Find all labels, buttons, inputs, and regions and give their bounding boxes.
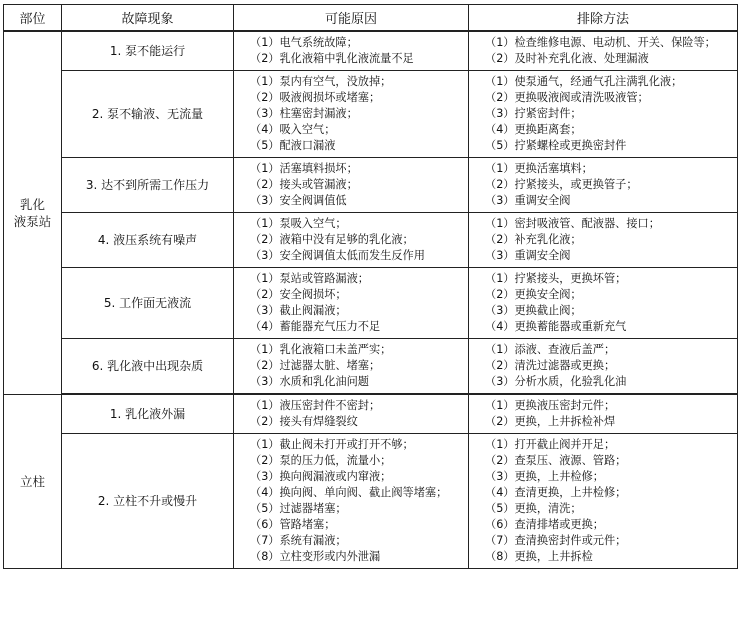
header-fault: 故障现象 (62, 5, 234, 32)
cause-cell (234, 394, 469, 434)
cause-cell (234, 31, 469, 71)
cause-item: （5）配液口漏液 (250, 139, 336, 152)
remedy-item: （1）添液、查液后盖严； (485, 343, 616, 356)
cause-item: （2）泵的压力低，流量小； (250, 454, 392, 467)
cause-cell (234, 158, 469, 213)
remedy-item: （7）查清换密封件或元件； (485, 534, 627, 547)
table-row (4, 158, 738, 213)
remedy-item: （2）更换，上井拆检补焊 (485, 415, 616, 428)
table-row (4, 31, 738, 71)
header-row (4, 5, 738, 32)
cause-item: （1）活塞填料损坏； (250, 162, 358, 175)
cause-cell (234, 268, 469, 339)
remedy-item: （1）拧紧接头，更换坏管； (485, 272, 627, 285)
remedy-item: （5）更换，清洗； (485, 502, 582, 515)
table-row (4, 434, 738, 569)
cause-item: （4）蓄能器充气压力不足 (250, 320, 381, 333)
table-row (4, 71, 738, 158)
fault-table-container (3, 4, 737, 569)
cause-cell (234, 71, 469, 158)
remedy-item: （2）更换吸液阀或清洗吸液管； (485, 91, 649, 104)
fault-cell: 4. 液压系统有噪声 (62, 213, 234, 268)
remedy-cell (469, 394, 738, 434)
remedy-item: （3）更换截止阀； (485, 304, 582, 317)
remedy-item: （2）补充乳化液； (485, 233, 582, 246)
remedy-item: （1）打开截止阀并开足； (485, 438, 616, 451)
remedy-item: （4）更换蓄能器或重新充气 (485, 320, 627, 333)
part-label-line: 液泵站 (13, 213, 52, 229)
remedy-item: （2）查泵压、液源、管路； (485, 454, 627, 467)
remedy-item: （1）密封吸液管、配液器、接口； (485, 217, 660, 230)
remedy-item: （2）及时补充乳化液、处理漏液 (485, 52, 649, 65)
remedy-cell (469, 268, 738, 339)
remedy-item: （5）拧紧螺栓或更换密封件 (485, 139, 627, 152)
table-body (4, 31, 738, 569)
cause-item: （1）电气系统故障； (250, 36, 358, 49)
cause-item: （1）乳化液箱口未盖严实； (250, 343, 392, 356)
cause-item: （3）水质和乳化油问题 (250, 375, 369, 388)
cause-item: （4）吸入空气； (250, 123, 336, 136)
remedy-cell (469, 71, 738, 158)
cause-cell (234, 434, 469, 569)
part-cell (4, 394, 62, 569)
table-row (4, 394, 738, 434)
cause-item: （5）过滤器堵塞； (250, 502, 347, 515)
cause-item: （3）换向阀漏液或内窜液； (250, 470, 392, 483)
cause-item: （2）乳化液箱中乳化液流量不足 (250, 52, 414, 65)
cause-item: （2）接头或管漏液； (250, 178, 358, 191)
fault-cell: 5. 工作面无液流 (62, 268, 234, 339)
header-remedy: 排除方法 (469, 5, 738, 32)
cause-item: （8）立柱变形或内外泄漏 (250, 550, 381, 563)
remedy-cell (469, 434, 738, 569)
remedy-cell (469, 31, 738, 71)
cause-item: （1）泵吸入空气； (250, 217, 347, 230)
remedy-item: （2）更换安全阀； (485, 288, 582, 301)
remedy-item: （3）更换，上井检修； (485, 470, 604, 483)
cause-item: （2）吸液阀损坏或堵塞； (250, 91, 381, 104)
remedy-cell (469, 213, 738, 268)
cause-item: （1）泵站或管路漏液； (250, 272, 369, 285)
cause-item: （3）安全阀调值太低而发生反作用 (250, 249, 425, 262)
cause-item: （1）液压密封件不密封； (250, 399, 381, 412)
remedy-item: （3）重调安全阀 (485, 249, 571, 262)
remedy-cell (469, 158, 738, 213)
cause-item: （6）管路堵塞； (250, 518, 336, 531)
header-cause: 可能原因 (234, 5, 469, 32)
table-row (4, 268, 738, 339)
remedy-item: （1）更换液压密封元件； (485, 399, 616, 412)
remedy-item: （8）更换，上井拆检 (485, 550, 593, 563)
part-cell (4, 31, 62, 394)
remedy-item: （4）更换距离套； (485, 123, 582, 136)
remedy-item: （2）清洗过滤器或更换； (485, 359, 616, 372)
remedy-item: （4）查清更换，上井检修； (485, 486, 627, 499)
fault-cell: 6. 乳化液中出现杂质 (62, 339, 234, 395)
cause-item: （3）安全阀调值低 (250, 194, 347, 207)
remedy-item: （3）拧紧密封件； (485, 107, 582, 120)
part-label-line: 立柱 (19, 473, 45, 489)
remedy-item: （1）检查维修电源、电动机、开关、保险等； (485, 36, 716, 49)
cause-item: （1）泵内有空气，没放掉； (250, 75, 392, 88)
header-part: 部位 (4, 5, 62, 32)
fault-cell: 2. 立柱不升或慢升 (62, 434, 234, 569)
table-row (4, 339, 738, 395)
fault-cell: 3. 达不到所需工作压力 (62, 158, 234, 213)
part-label-line: 乳化 (19, 196, 45, 212)
table-row (4, 213, 738, 268)
cause-item: （1）截止阀未打开或打开不够； (250, 438, 414, 451)
cause-item: （7）系统有漏液； (250, 534, 347, 547)
cause-item: （2）液箱中没有足够的乳化液； (250, 233, 414, 246)
remedy-item: （2）拧紧接头，或更换管子； (485, 178, 638, 191)
cause-item: （3）柱塞密封漏液； (250, 107, 358, 120)
cause-item: （3）截止阀漏液； (250, 304, 347, 317)
cause-cell (234, 339, 469, 395)
remedy-item: （1）更换活塞填料； (485, 162, 593, 175)
cause-item: （4）换向阀、单向阀、截止阀等堵塞； (250, 486, 448, 499)
fault-cell: 1. 乳化液外漏 (62, 394, 234, 434)
fault-cell: 2. 泵不输液、无流量 (62, 71, 234, 158)
cause-cell (234, 213, 469, 268)
cause-item: （2）安全阀损坏； (250, 288, 347, 301)
remedy-item: （3）重调安全阀 (485, 194, 571, 207)
cause-item: （2）过滤器太脏、堵塞； (250, 359, 381, 372)
fault-cell: 1. 泵不能运行 (62, 31, 234, 71)
remedy-item: （3）分析水质，化验乳化油 (485, 375, 627, 388)
remedy-item: （6）查清排堵或更换； (485, 518, 604, 531)
fault-table (3, 4, 738, 569)
remedy-item: （1）使泵通气，经通气孔注满乳化液； (485, 75, 683, 88)
cause-item: （2）接头有焊缝裂纹 (250, 415, 358, 428)
remedy-cell (469, 339, 738, 395)
